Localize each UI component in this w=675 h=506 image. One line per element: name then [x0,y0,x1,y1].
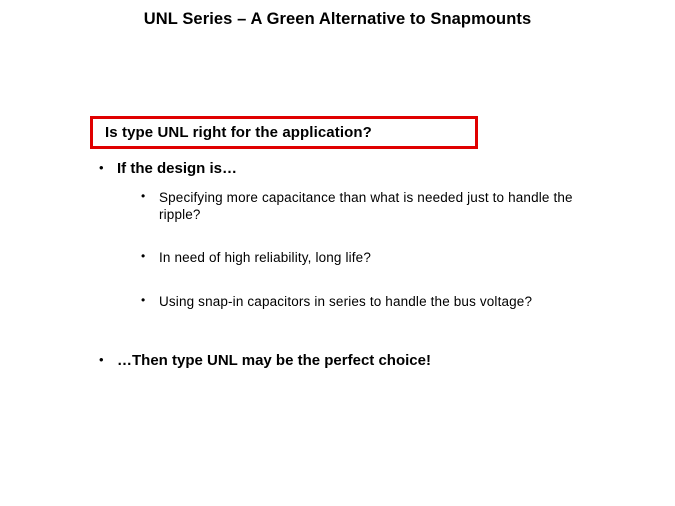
bullet-list [95,160,615,371]
bullet-marker-icon: • [99,160,104,175]
bullet-level1-intro-label: If the design is… [117,160,238,177]
bullet-marker-icon: • [141,249,146,264]
bullet-level1-conclusion-label: …Then type UNL may be the perfect choice! [117,351,431,369]
callout-box [90,116,478,149]
bullet-level1-intro [95,160,615,179]
bullet-level2-label: In need of high reliability, long life? [159,250,371,266]
bullet-level1-conclusion [95,352,615,371]
bullet-level2-label: Using snap-in capacitors in series to handle the bus voltage? [159,293,533,309]
bullet-marker-icon: • [141,292,146,307]
bullet-marker-icon: • [141,188,146,203]
page-title: UNL Series – A Green Alternative to Snapmounts [143,10,532,28]
bullet-level2-item-2 [137,249,615,266]
callout-text: Is type UNL right for the application? [105,124,372,141]
bullet-level2-item-3 [137,293,615,310]
bullet-marker-icon: • [99,351,104,367]
bullet-level2-label: Specifying more capacitance than what is needed just to handle the ripple? [159,189,573,223]
bullet-level2-item-1 [137,189,615,224]
